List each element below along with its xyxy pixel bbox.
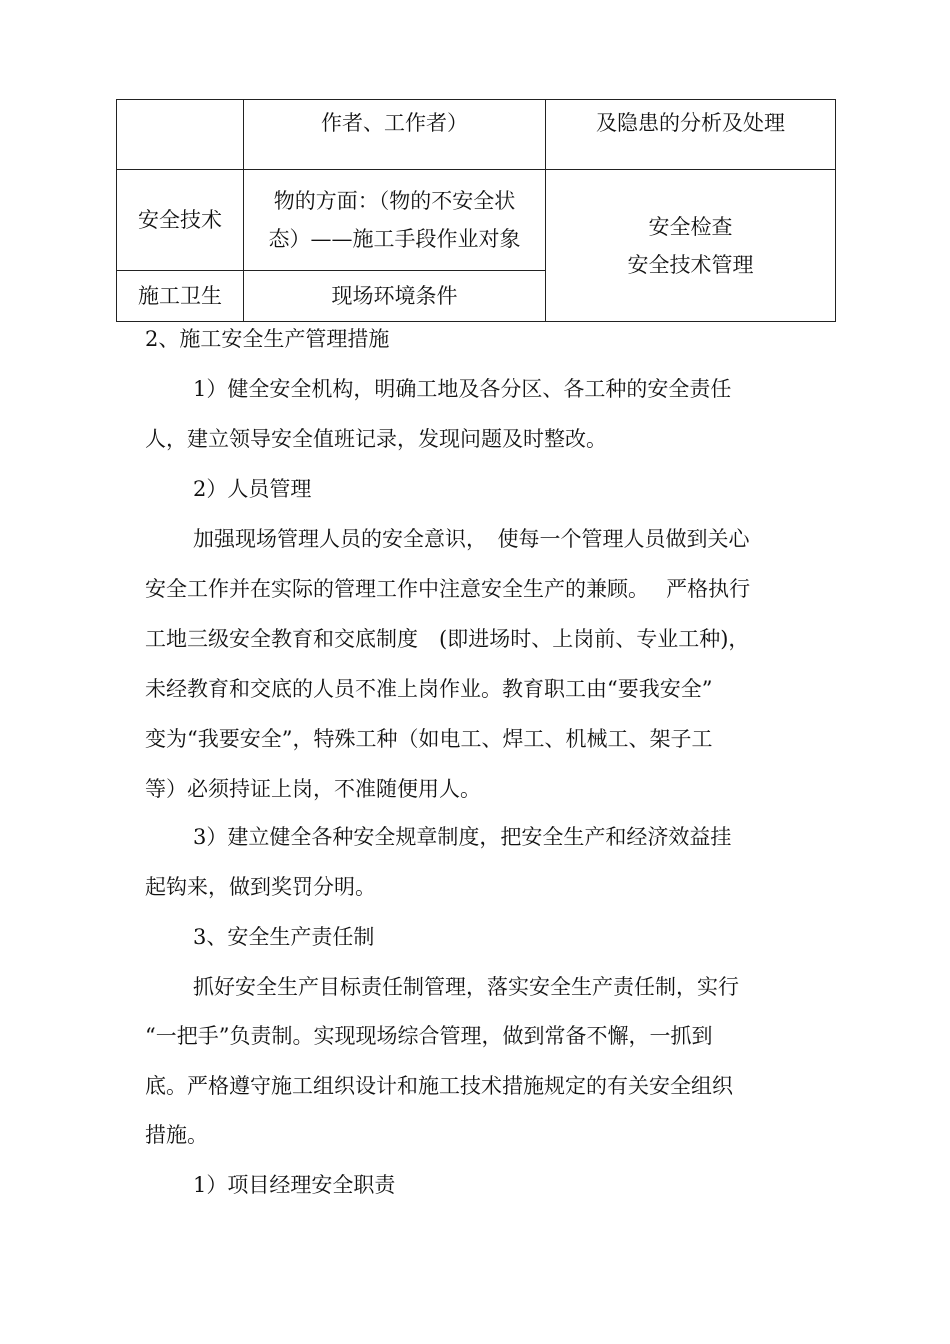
paragraph-line: 工地三级安全教育和交底制度 (即进场时、上岗前、专业工种)， — [145, 627, 750, 651]
paragraph-line: 等）必须持证上岗，不准随便用人。 — [145, 777, 481, 801]
table-row — [117, 170, 836, 271]
table-cell-site-conditions: 现场环境条件 — [244, 271, 546, 322]
subsection-heading: 1）项目经理安全职责 — [193, 1173, 396, 1197]
table-cell-construction-hygiene: 施工卫生 — [117, 271, 244, 322]
subsection-heading: 2）人员管理 — [193, 477, 312, 501]
safety-table — [116, 99, 836, 322]
paragraph-line: 3）建立健全各种安全规章制度，把安全生产和经济效益挂 — [193, 825, 732, 849]
paragraph-line: 1）健全安全机构，明确工地及各分区、各工种的安全责任 — [193, 377, 732, 401]
table-cell-line: 安全检查 — [648, 214, 733, 239]
paragraph-line: 措施。 — [145, 1123, 208, 1147]
table-row — [117, 100, 836, 170]
paragraph-line: “一把手”负责制。实现现场综合管理，做到常备不懈，一抓到 — [145, 1024, 713, 1048]
paragraph-line: 人，建立领导安全值班记录，发现问题及时整改。 — [145, 427, 607, 451]
table-cell-workers-continued: 作者、工作者） — [244, 100, 546, 170]
paragraph-line: 安全工作并在实际的管理工作中注意安全生产的兼顾。 严格执行 — [145, 577, 751, 601]
table-cell-line: 安全技术管理 — [627, 252, 754, 277]
section-heading: 2、施工安全生产管理措施 — [145, 327, 390, 351]
paragraph-line: 未经教育和交底的人员不准上岗作业。教育职工由“要我安全” — [145, 677, 713, 701]
table-cell-line: 物的方面：（物的不安全状 — [273, 189, 516, 213]
table-cell-empty — [117, 100, 244, 170]
table-cell-hazard-analysis: 及隐患的分析及处理 — [546, 100, 836, 170]
table-cell-safety-technology: 安全技术 — [117, 170, 244, 271]
table-cell-unsafe-state — [244, 170, 546, 271]
paragraph-line: 底。严格遵守施工组织设计和施工技术措施规定的有关安全组织 — [145, 1074, 733, 1098]
paragraph-line: 抓好安全生产目标责任制管理，落实安全生产责任制，实行 — [193, 975, 739, 999]
paragraph-line: 变为“我要安全”，特殊工种（如电工、焊工、机械工、架子工 — [145, 727, 713, 751]
table-cell-line: 态）——施工手段作业对象 — [268, 227, 521, 251]
table-cell-safety-inspection — [546, 170, 836, 322]
section-heading: 3、安全生产责任制 — [193, 925, 375, 949]
paragraph-line: 加强现场管理人员的安全意识， 使每一个管理人员做到关心 — [193, 527, 750, 551]
paragraph-line: 起钩来，做到奖罚分明。 — [145, 875, 376, 899]
